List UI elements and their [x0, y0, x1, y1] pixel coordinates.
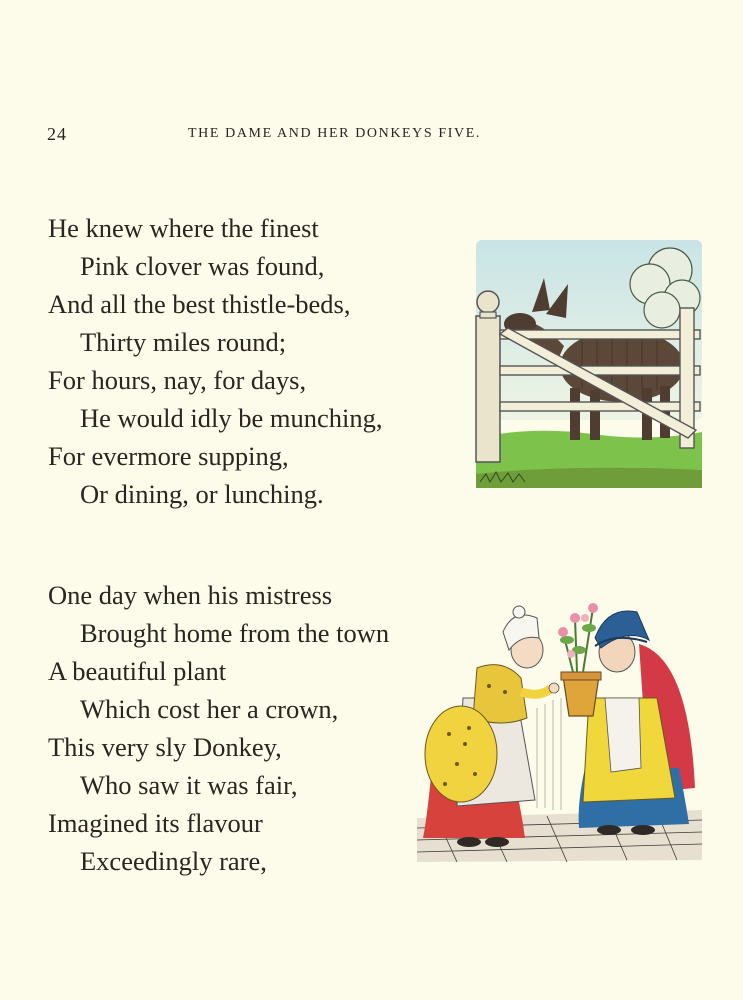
verse-line: Who saw it was fair,: [80, 770, 298, 800]
verse-line: And all the best thistle-beds,: [48, 289, 351, 319]
verse-line: For hours, nay, for days,: [48, 365, 307, 395]
verse-line: Imagined its flavour: [48, 808, 263, 838]
running-title: THE DAME AND HER DONKEYS FIVE.: [188, 126, 481, 141]
verse-line: Thirty miles round;: [80, 327, 287, 357]
two-women-with-plant-icon: [417, 588, 702, 864]
verse-line: Or dining, or lunching.: [80, 479, 324, 509]
verse-line: A beautiful plant: [48, 656, 227, 686]
stanza-2: [48, 576, 389, 880]
stanza-1: [48, 209, 383, 513]
page-header: [0, 124, 743, 146]
donkey-at-fence-icon: [472, 238, 704, 490]
verse-line: He would idly be munching,: [80, 403, 383, 433]
verse-line: One day when his mistress: [48, 580, 333, 610]
page-number: 24: [47, 124, 67, 144]
verse-line: Brought home from the town: [80, 618, 390, 648]
verse-line: For evermore supping,: [48, 441, 289, 471]
verse-line: Pink clover was found,: [80, 251, 325, 281]
verse-line: Which cost her a crown,: [80, 694, 339, 724]
verse-line: Exceedingly rare,: [80, 846, 267, 876]
verse-line: He knew where the finest: [48, 213, 319, 243]
verse-line: This very sly Donkey,: [48, 732, 282, 762]
